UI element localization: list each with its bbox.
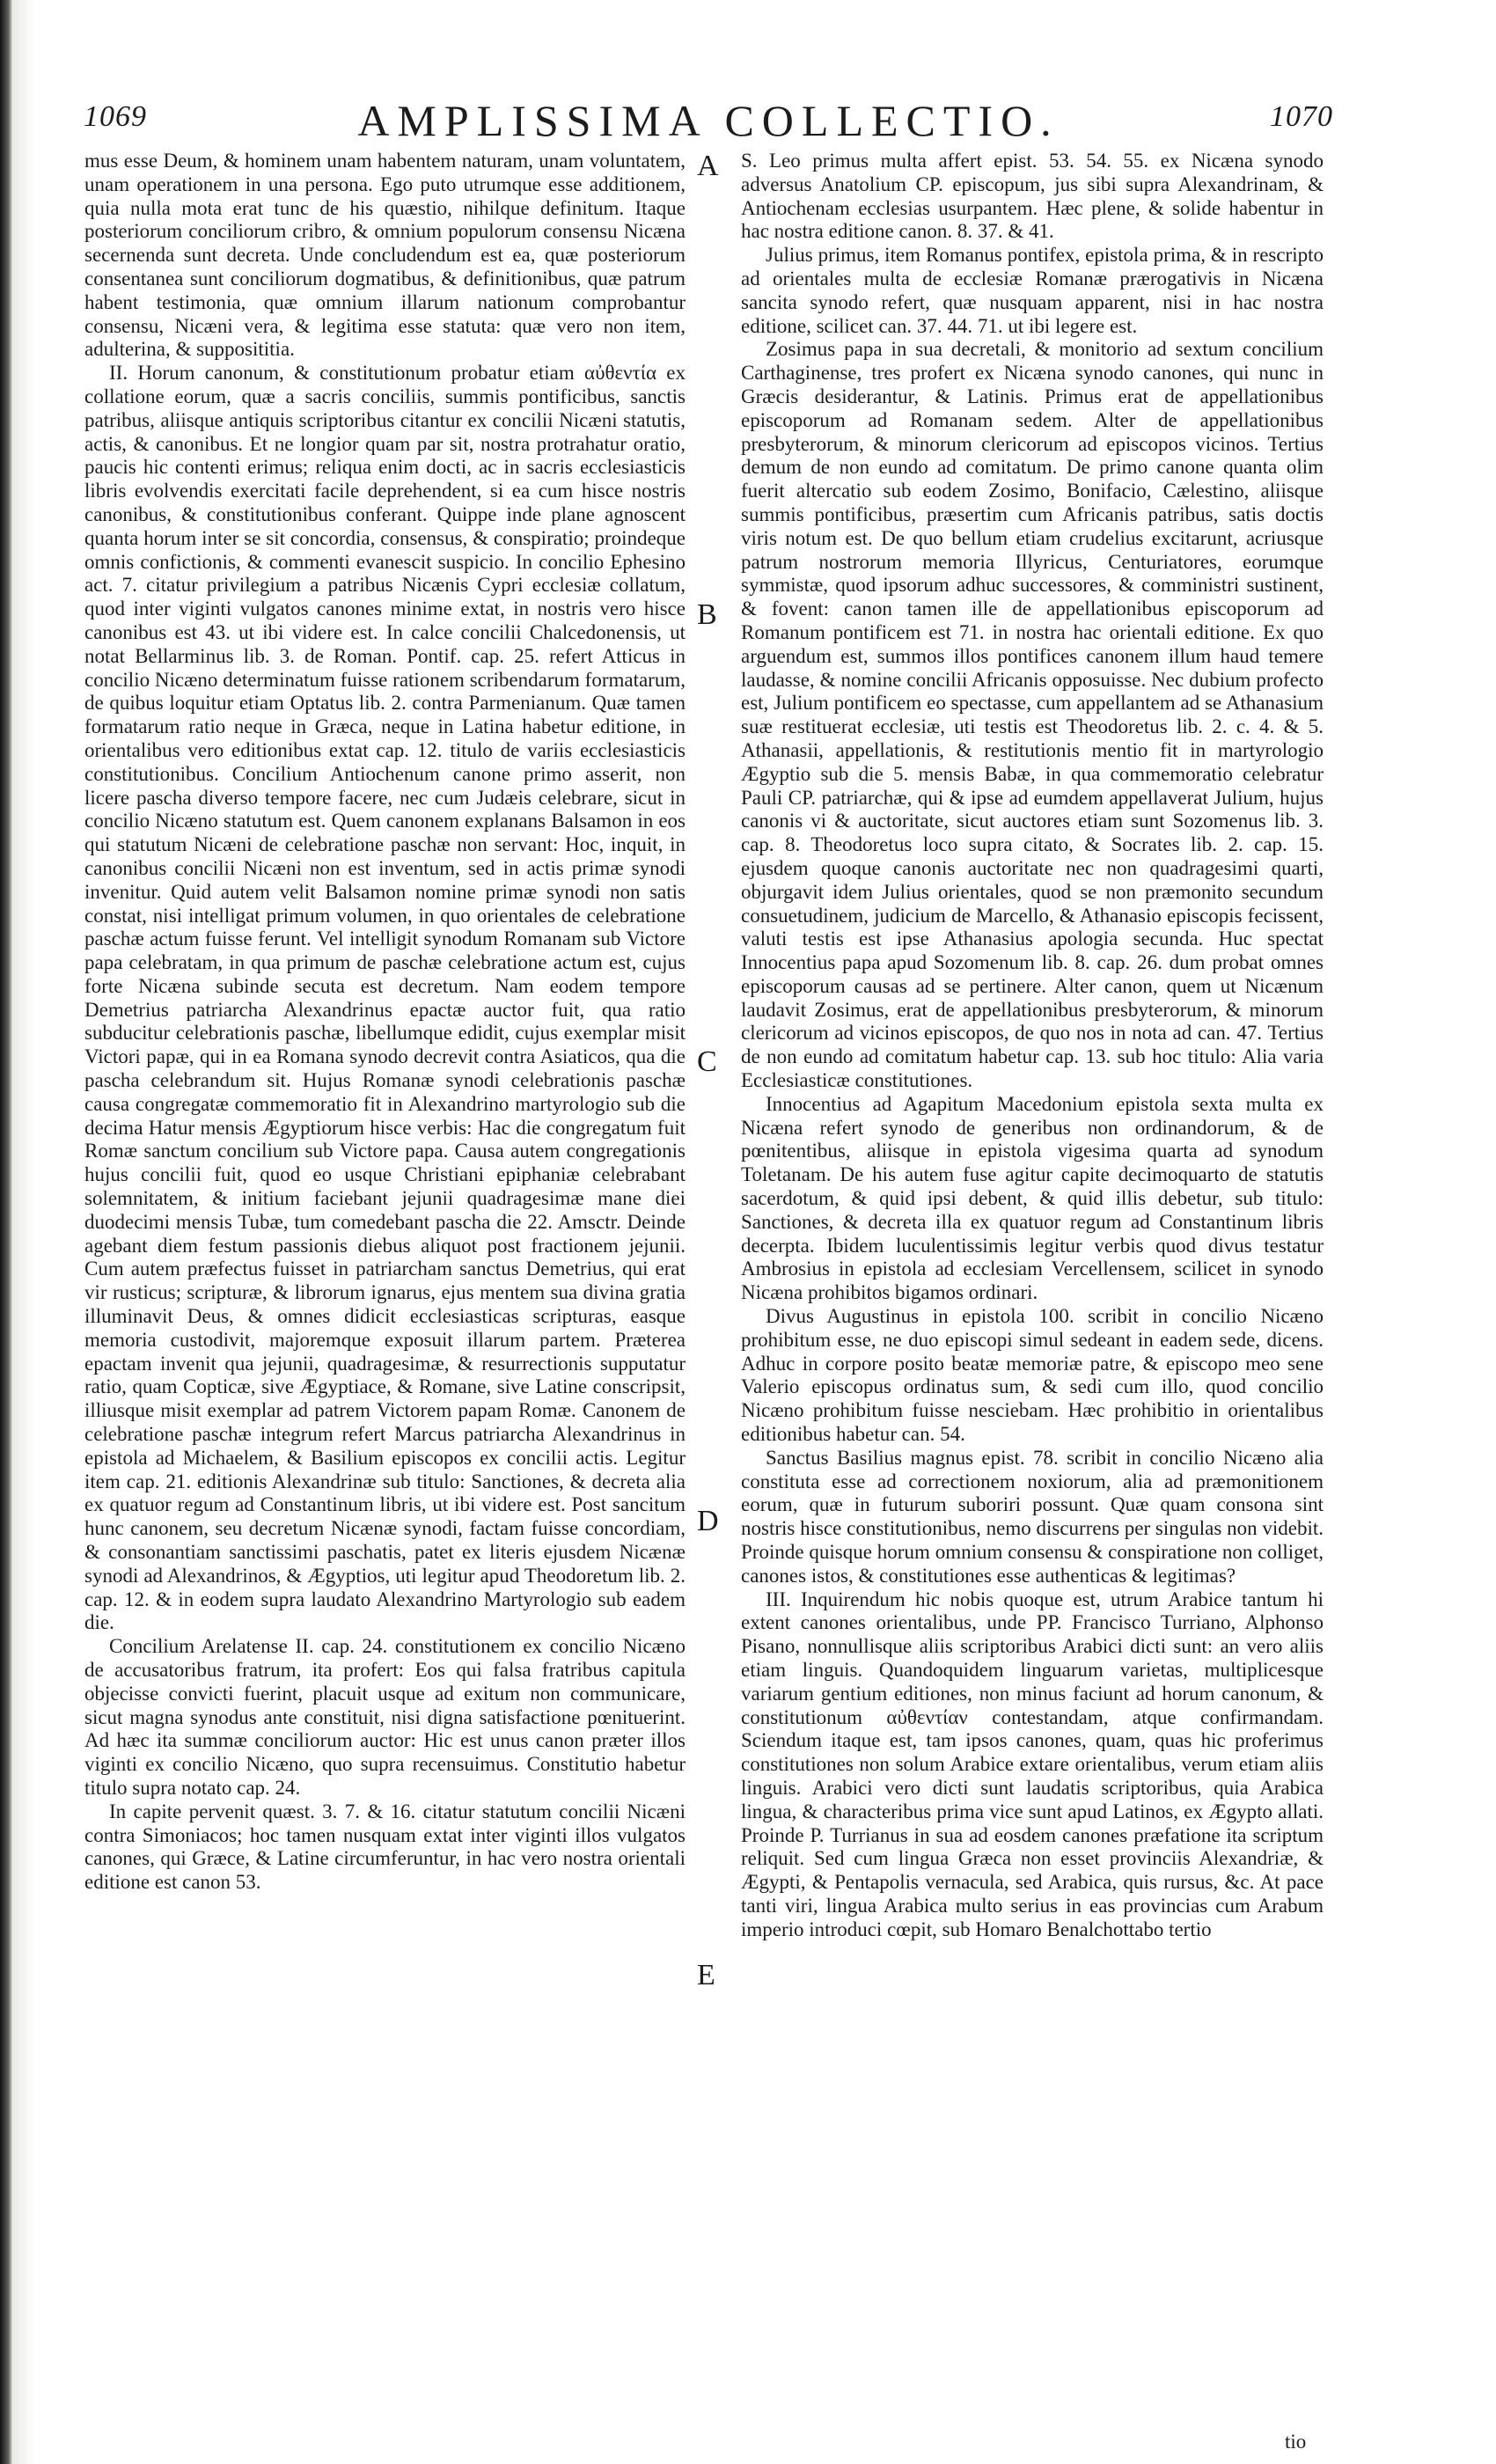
left-column: [84, 150, 686, 1895]
page-number-left: 1069: [84, 100, 147, 133]
catchword: tio: [1285, 2431, 1307, 2453]
page-number-right: 1070: [1270, 100, 1333, 133]
right-column: [741, 150, 1324, 1942]
running-title: AMPLISSIMA COLLECTIO.: [357, 96, 1060, 145]
paragraph: Sanctus Basilius magnus epist. 78. scribit in concilio Nicæno alia constituta esse ad correctionem noxiorum, alia ad præmonitionem eorum, quæ in futurum suboriri possunt. Quæ quam consona sint nostris hisce constitutionibus, nemo discurrens per singulas non videbit. Proinde quisque horum omnium consensu & conspiratione non colliget, canones istos, & constitutiones esse authenticas & legitimas?: [741, 1446, 1324, 1587]
margin-letter-b: B: [697, 598, 717, 631]
paragraph: II. Horum canonum, & constitutionum probatur etiam αὐθεντία ex collatione eorum, quæ a sacris conciliis, summis pontificibus, sanctis patribus, aliisque antiquis scriptoribus citantur ex concilii Nicæni statutis, actis, & canonibus. Et ne longior quam par sit, nostra protrahatur oratio, paucis hic contenti erimus; reliqua enim docti, ac in sacris ecclesiasticis libris evolvendis exercitati facile deprehendent, si ea cum hisce nostris canonibus, & constitutionibus conferant. Quippe inde plane agnoscent quanta horum inter se sit concordia, consensus, & conspiratio; proindeque omnis confictionis, & commenti evanescit suspicio. In concilio Ephesino act. 7. citatur privilegium a patribus Nicænis Cypri ecclesiæ collatum, quod inter viginti vulgatos canones minime extat, in nostris vero hisce canonibus est 43. ut ibi videre est. In calce concilii Chalcedonensis, ut notat Bellarminus lib. 3. de Roman. Pontif. cap. 25. refert Atticus in concilio Nicæno determinatum fuisse rationem scribendarum formatarum, de quibus loquitur etiam Optatus lib. 2. contra Parmenianum. Quæ tamen formatarum ratio neque in Græca, neque in Latina habetur editione, in orientalibus vero editionibus extat cap. 12. titulo de variis ecclesiasticis constitutionibus. Concilium Antiochenum canone primo asserit, non licere pascha diverso tempore facere, nec cum Judæis celebrare, sicut in concilio Nicæno statutum est. Quem canonem explanans Balsamon in eos qui statutum Nicæni de celebratione paschæ non servant: Hoc, inquit, in canonibus concilii Nicæni non est inventum, sed in actis primæ synodi invenitur. Quid autem velit Balsamon nomine primæ synodi non satis constat, nisi intelligat primum volumen, in quo orientales de celebratione paschæ actum fuisse ferunt. Vel intelligit synodum Romanam sub Victore papa celebratam, in qua primum de paschæ celebratione actum est, cujus forte Nicæna subinde secuta est decretum. Nam eodem tempore Demetrius patriarcha Alexandrinus epactæ auctor fuit, qua ratio subducitur celebrationis paschæ, libellumque edidit, cujus exemplar misit Victori papæ, qui in ea Romana synodo decrevit contra Asiaticos, qua die pascha celebrandum sit. Hujus Romanæ synodi celebrationis paschæ causa congregatæ commemoratio fit in Alexandrino martyrologio sub die decima Hatur mensis Ægyptiorum hisce verbis: Hac die congregatum fuit Romæ sanctum concilium sub Victore papa. Causa autem congregationis hujus concilii fuit, quod eo usque Christiani epiphaniæ celebrabant solemnitatem, & initium faciebant jejunii quadragesimæ mane diei duodecimi mensis Tubæ, tum comedebant pascha die 22. Amsctr. Deinde agebant diem festum passionis diebus aliquot post fractionem jejunii. Cum autem præfectus fuisset in patriarcham sanctus Demetrius, qui erat vir rusticus; scripturæ, & librorum ignarus, ejus mentem sua divina gratia illuminavit Deus, & omnes didicit ecclesiasticas scripturas, easque memoria custodivit, majoremque exposuit illarum partem. Præterea epactam invenit qua jejunii, quadragesimæ, & resurrectionis supputatur ratio, quam Copticæ, sive Ægyptiace, & Romane, sive Latine conscripsit, illiusque misit exemplar ad patrem Victorem papam Romæ. Canonem de celebratione paschæ integrum refert Marcus patriarcha Alexandrinus in epistola ad Michaelem, & Basilium episcopos ex concilii actis. Legitur item cap. 21. editionis Alexandrinæ sub titulo: Sanctiones, & decreta alia ex quatuor regum ad Constantinum libris, ut ibi videre est. Post sancitum hunc canonem, seu decretum Nicænæ synodi, factam fuisse concordiam, & consonantiam sanctissimi paschatis, patet ex literis ejusdem Nicænæ synodi ad Alexandrinos, & Ægyptios, uti legitur apud Theodoretum lib. 2. cap. 12. & in eodem supra laudato Alexandrino Martyrologio sub eadem die.: [84, 362, 686, 1634]
paragraph: mus esse Deum, & hominem unam habentem naturam, unam voluntatem, unam operationem in una persona. Ego puto utrumque esse additionem, quia nulla mota erat tunc de his quæstio, nihilque definitum. Itaque posteriorum conciliorum cribro, & omnium populorum consensu Nicæna secernenda sunt decreta. Unde concludendum est ea, quæ posteriorum consentanea sunt conciliorum dogmatibus, & definitionibus, quæ patrum habent testimonia, quæ omnium illarum nationum comprobantur consensu, Nicæni vera, & legitima esse statuta: quæ vero non item, adulterina, & supposititia.: [84, 150, 686, 361]
margin-letter-a: A: [697, 150, 719, 182]
paragraph: In capite pervenit quæst. 3. 7. & 16. citatur statutum concilii Nicæni contra Simoniacos; hoc tamen nusquam extat inter viginti illos vulgatos canones, qui Græce, & Latine circumferuntur, in hac vero nostra orientali editione est canon 53.: [84, 1800, 686, 1894]
paragraph: S. Leo primus multa affert epist. 53. 54. 55. ex Nicæna synodo adversus Anatolium CP. episcopum, jus sibi supra Alexandrinam, & Antiochenam ecclesias usurpantem. Hæc plene, & solide habentur in hac nostra editione canon. 8. 37. & 41.: [741, 150, 1324, 243]
paragraph: Concilium Arelatense II. cap. 24. constitutionem ex concilio Nicæno de accusatoribus fratrum, ita profert: Eos qui falsa fratribus capitula objecisse convicti fuerint, placuit usque ad exitum non communicare, sicut magna synodus ante constituit, nisi digna satisfactione pœnituerint. Ad hæc ita summæ conciliorum auctor: Hic est unus canon præter illos viginti ex concilio Nicæno, quo supra recensuimus. Constitutio habetur titulo supra notato cap. 24.: [84, 1635, 686, 1799]
margin-letter-e: E: [697, 1959, 715, 1991]
paragraph: Julius primus, item Romanus pontifex, epistola prima, & in rescripto ad orientales multa de ecclesiæ Romanæ prærogativis in Nicæna sancita synodo refert, quæ nusquam apparent, nisi in hac nostra editione, scilicet can. 37. 44. 71. ut ibi legere est.: [741, 244, 1324, 337]
margin-letter-c: C: [697, 1045, 717, 1078]
paragraph: Innocentius ad Agapitum Macedonium epistola sexta multa ex Nicæna refert synodo de generibus non ordinandorum, & de pœnitentibus, aliisque in epistola vigesima quarta ad synodum Toletanam. De his autem fuse agitur capite decimoquarto de statutis sacerdotum, & quid ipsi debent, & quid illis debetur, sub titulo: Sanctiones, & decreta illa ex quatuor regum ad Constantinum libris decerpta. Ibidem luculentissimis legitur verbis quod divus testatur Ambrosius in epistola ad ecclesiam Vercellensem, scilicet in synodo Nicæna prohibitos bigamos ordinari.: [741, 1092, 1324, 1304]
paragraph: Zosimus papa in sua decretali, & monitorio ad sextum concilium Carthaginense, tres profert ex Nicæna synodo canones, qui nunc in Græcis desiderantur, & Latinis. Primus erat de appellationibus episcoporum ad Romanam sedem. Alter de appellationibus presbyterorum, & minorum clericorum ad episcopos vicinos. Tertius demum de non eundo ad comitatum. De primo canone quanta olim fuerit altercatio sub eodem Zosimo, Bonifacio, Cælestino, aliisque summis pontificibus, præsertim cum Africanis patribus, satis doctis viris notum est. De quo bellum etiam crudelius excitarunt, acriusque patrum nostrorum memoria Illyricus, Centuriatores, eorumque symmistæ, quod ipsorum adhuc successores, & comministri sustinent, & fovent: canon tamen ille de appellationibus episcoporum ad Romanum pontificem est 71. in nostra hac orientali editione. Ex quo arguendum est, summos illos pontifices canonem illum haud temere laudasse, & nomine concilii Africanis opposuisse. Nec dubium profecto est, Julium pontificem eo spectasse, cum appellantem ad se Athanasium suæ restituerat ecclesiæ, uti testis est Theodoretus lib. 2. c. 4. & 5. Athanasii, appellationis, & restitutionis mentio fit in martyrologio Ægyptio sub die 5. mensis Babæ, in qua commemoratio celebratur Pauli CP. patriarchæ, qui & ipse ad eumdem appellaverat Julium, hujus canonis vi & auctoritate, sicut auctores etiam sunt Sozomenus lib. 3. cap. 8. Theodoretus loco supra citato, & Socrates lib. 2. cap. 15. ejusdem quoque canonis auctoritate nec non quadragesimi quarti, objurgavit idem Julius orientales, quod se non præmonito secundum consuetudinem, judicium de Marcello, & Athanasio episcopis fecissent, valuti testis est ipse Athanasius apologia secunda. Huc spectat Innocentius papa apud Sozomenum lib. 8. cap. 26. dum probat omnes episcoporum causas ad se pertinere. Alter canon, quem ut Nicænum laudavit Zosimus, erat de appellationibus presbyterorum, & minorum clericorum ad vicinos episcopos, de quo nos in nota ad can. 47. Tertius de non eundo ad comitatum habetur cap. 13. sub hoc titulo: Alia varia Ecclesiasticæ constitutiones.: [741, 338, 1324, 1092]
paragraph: III. Inquirendum hic nobis quoque est, utrum Arabice tantum hi extent canones orientalibus, unde PP. Francisco Turriano, Alphonso Pisano, nonnullisque aliis scriptoribus Arabici dicti sunt: an vero aliis etiam linguis. Quandoquidem linguarum varietas, multiplicesque variarum gentium editiones, non minus faciunt ad horum canonum, & constitutionum αὐθεντίαν contestandam, atque confirmandam. Sciendum itaque est, tam ipsos canones, quam, quas hic proferimus constitutiones non solum Arabice extare orientalibus, verum etiam aliis linguis. Arabici vero dicti sunt laudatis scriptoribus, quia Arabica lingua, & characteribus prima vice sunt apud Latinos, ex Ægypto allati. Proinde P. Turrianus in sua ad eosdem canones præfatione ita scriptum reliquit. Sed cum lingua Græca non esset provinciis Alexandriæ, & Ægypti, & Pentapolis vernacula, sed Arabica, quis rursus, &c. At pace tanti viri, lingua Arabica multo serius in eas provincias cum Arabum imperio introduci cœpit, sub Homaro Benalchottabo tertio: [741, 1588, 1324, 1940]
paragraph: Divus Augustinus in epistola 100. scribit in concilio Nicæno prohibitum esse, ne duo episcopi simul sedeant in eadem sede, dicens. Adhuc in corpore posito beatæ memoriæ patre, & episcopo meo sene Valerio episcopus ordinatus sum, & sedi cum illo, quod concilio Nicæno prohibitum fuisse nesciebam. Hæc prohibitio in orientalibus editionibus habetur can. 54.: [741, 1305, 1324, 1446]
binding-shadow: [0, 0, 12, 2464]
page-header: [84, 95, 1333, 148]
margin-letter-d: D: [697, 1505, 719, 1537]
